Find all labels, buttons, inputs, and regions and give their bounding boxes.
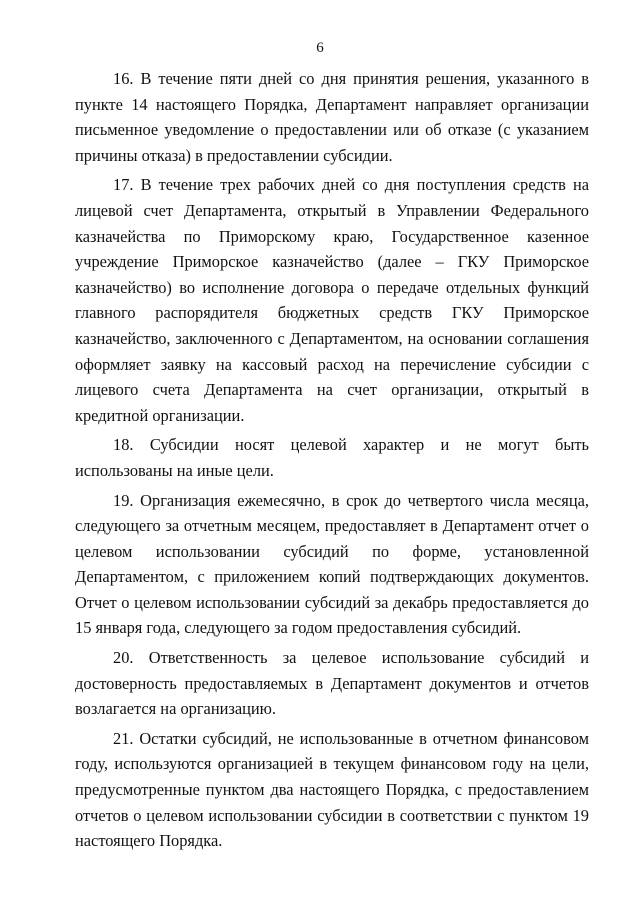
paragraph-18: 18. Субсидии носят целевой характер и не могут быть использованы на иные цели. (75, 435, 589, 480)
page-number: 6 (316, 40, 324, 56)
paragraph-20: 20. Ответственность за целевое использование субсидий и достоверность предоставляемых в Департамент документов и отчетов возлагается на организацию. (75, 648, 589, 719)
paragraph-17: 17. В течение трех рабочих дней со дня поступления средств на лицевой счет Департамента, открытый в Управлении Федерального казначейства по Приморскому краю, Государственное казенное учреждение Приморское казначейство (далее – ГКУ Приморское казначейство) во исполнение договора о передаче отдельных функций главного распорядителя бюджетных средств ГКУ Приморское казначейство, заключенного с Департаментом, на основании соглашения оформляет заявку на кассовый расход на перечисление субсидии с лицевого счета Департамента на счет организации, открытый в кредитной организации. (75, 175, 589, 425)
paragraph-21: 21. Остатки субсидий, не использованные в отчетном финансовом году, используются организацией в текущем финансовом году на цели, предусмотренные пунктом два настоящего Порядка, с предоставлением отчетов о целевом использовании субсидии в соответствии с пунктом 19 настоящего Порядка. (75, 728, 589, 851)
document-body (75, 66, 589, 858)
paragraph-16: 16. В течение пяти дней со дня принятия решения, указанного в пункте 14 настоящего Порядка, Департамент направляет организации письменное уведомление о предоставлении или об отказе (с указанием причины отказа) в предоставлении субсидии. (75, 69, 589, 165)
paragraph-19: 19. Организация ежемесячно, в срок до четвертого числа месяца, следующего за отчетным месяцем, предоставляет в Департамент отчет о целевом использовании субсидий по форме, установленной Департаментом, с приложением копий подтверждающих документов. Отчет о целевом использовании субсидий за декабрь предоставляется до 15 января года, следующего за годом предоставления субсидий. (75, 490, 589, 638)
